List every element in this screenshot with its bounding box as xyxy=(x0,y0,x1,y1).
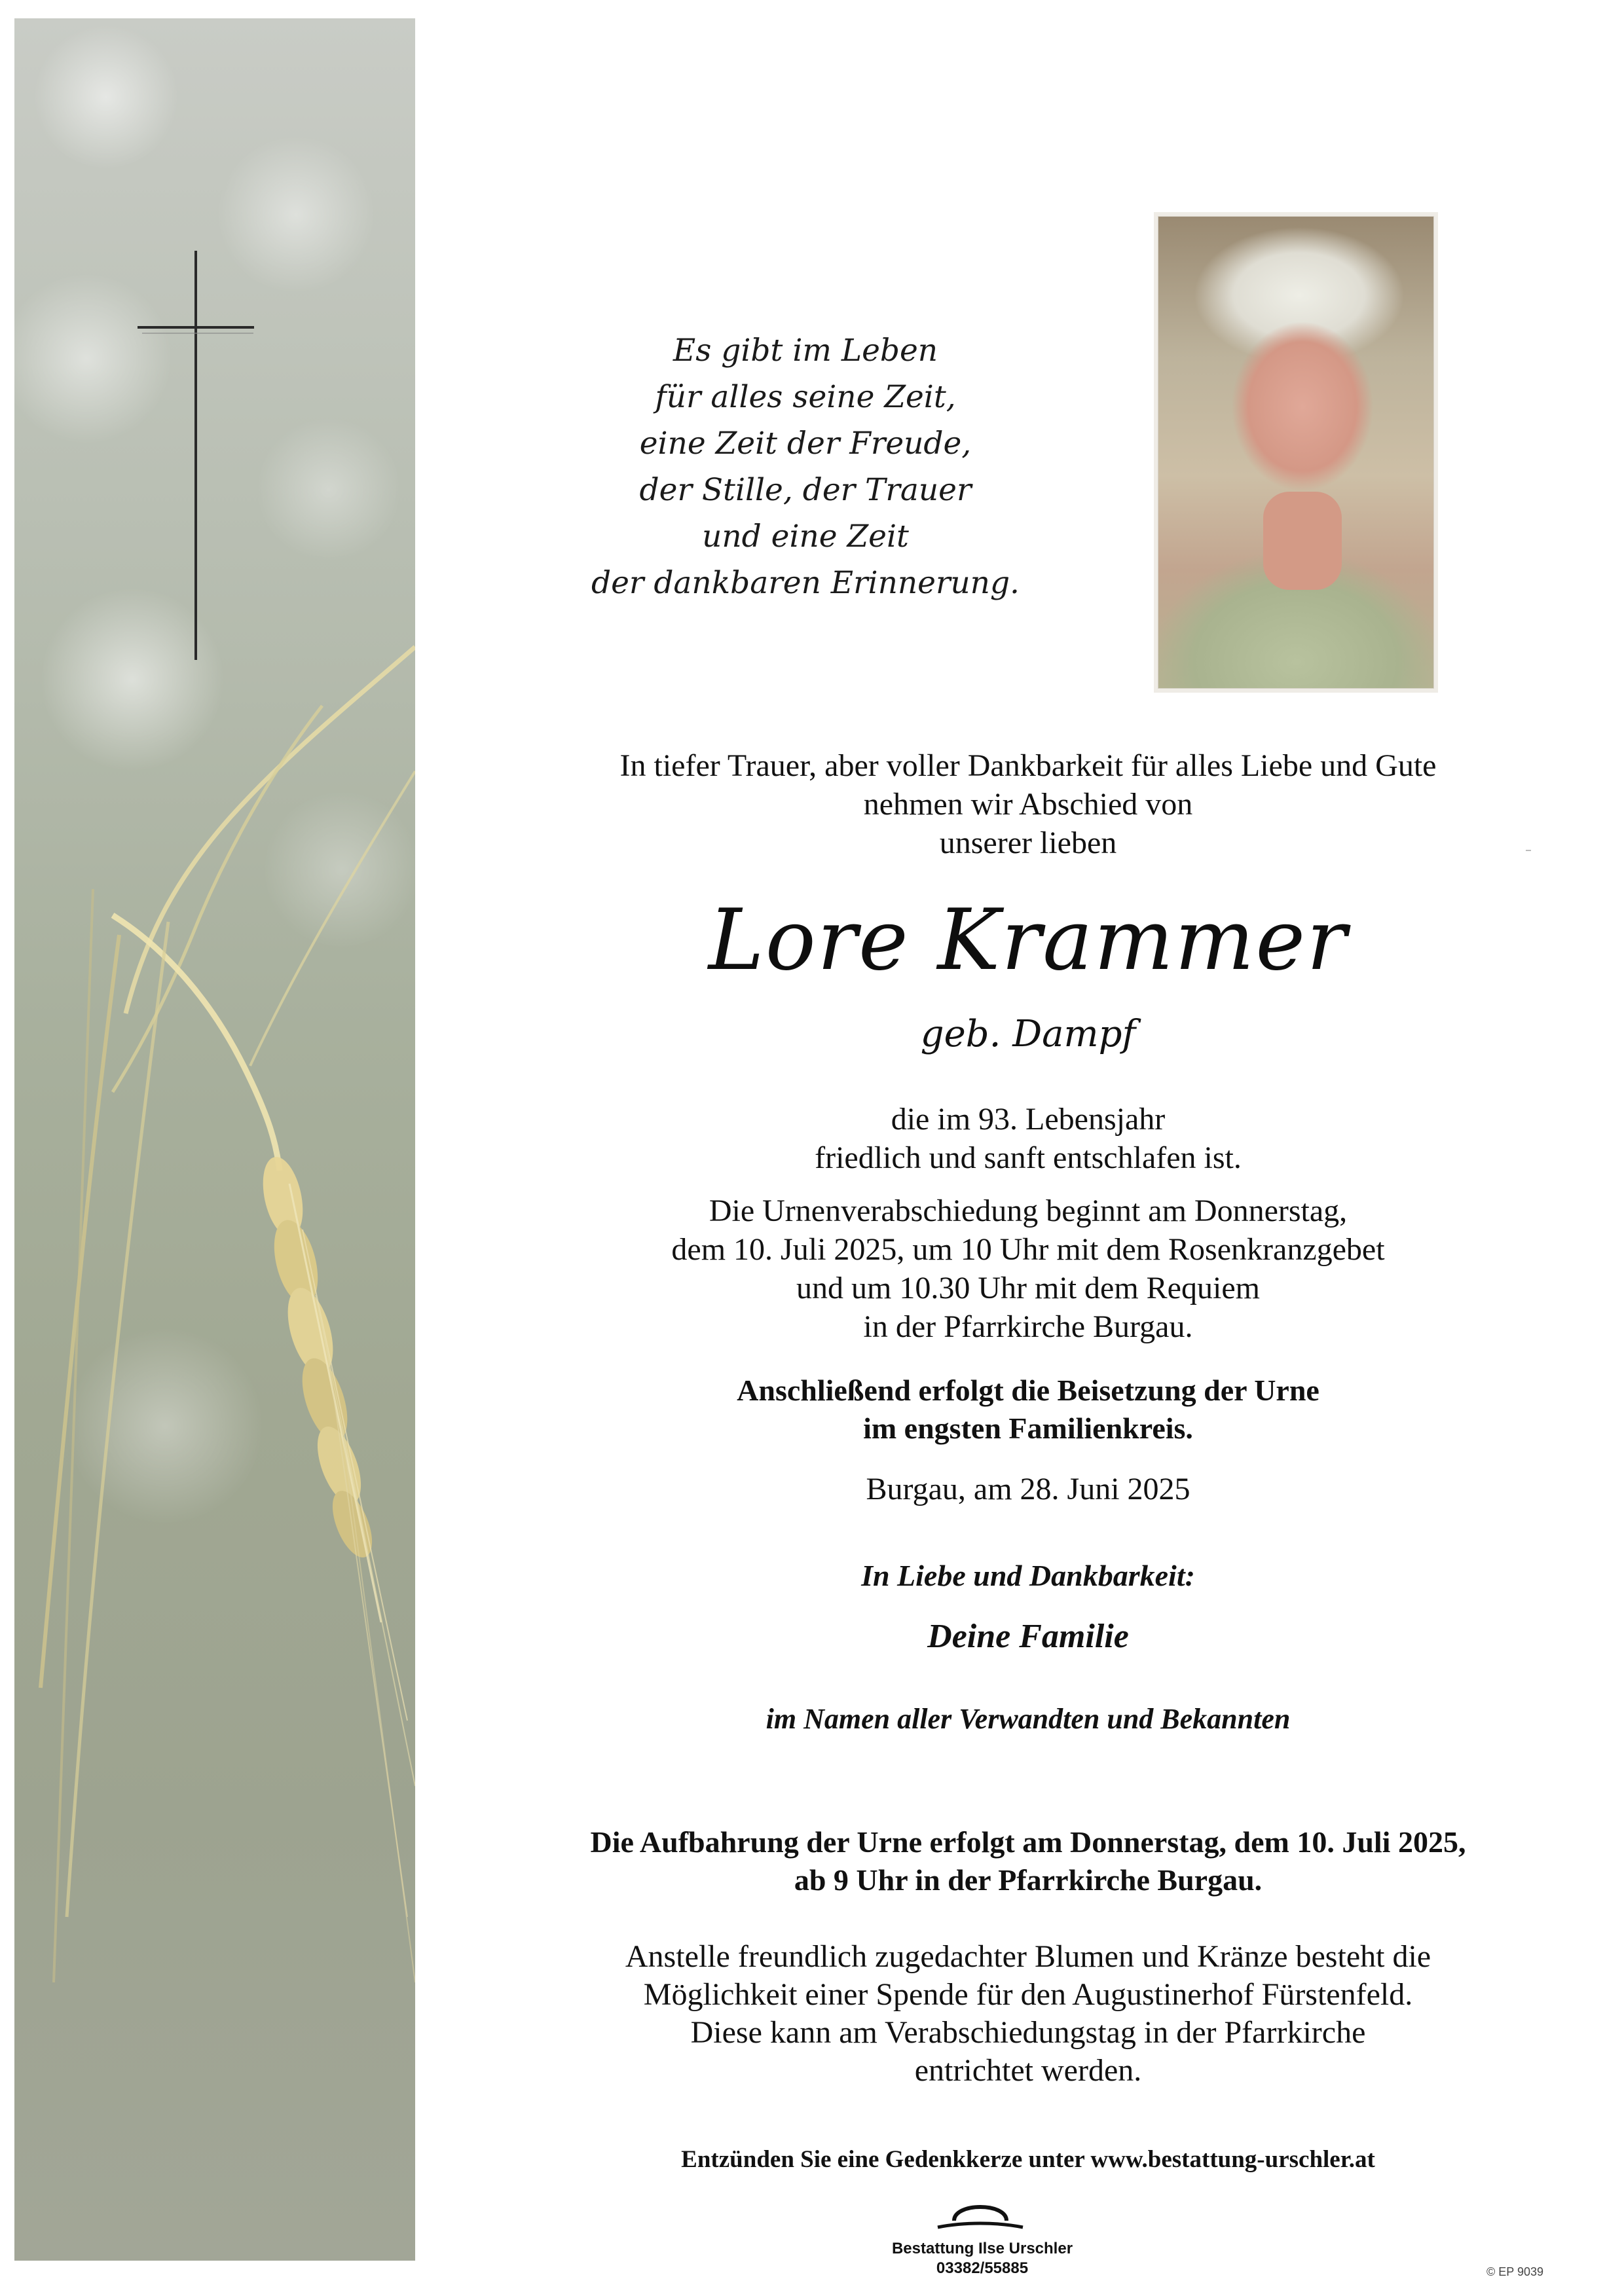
memorial-poem: Es gibt im Leben für alles seine Zeit, eine Zeit der Freude, der Stille, der Trauer und eine Zeit der dankbaren Erinnerung. xyxy=(591,333,1020,601)
scan-speck xyxy=(1526,850,1531,851)
form-code: © EP 9039 xyxy=(1486,2265,1543,2278)
birth-name: geb. Dampf xyxy=(920,1013,1136,1055)
barley-ear-illustration xyxy=(14,18,415,2261)
ceremony-text: Die Urnenverabschiedung beginnt am Donnerstag, dem 10. Juli 2025, um 10 Uhr mit dem Rosenkranzgebet und um 10.30 Uhr mit dem Requiem in der Pfarrkirche Burgau. xyxy=(671,1194,1385,1344)
memorial-candle-link-text: Entzünden Sie eine Gedenkkerze unter www.bestattung-urschler.at xyxy=(681,2146,1375,2173)
viewing-text: Die Aufbahrung der Urne erfolgt am Donnerstag, dem 10. Juli 2025, ab 9 Uhr in der Pfarrkirche Burgau. xyxy=(590,1825,1466,1897)
family-signature: Deine Familie xyxy=(927,1618,1129,1655)
funeral-home-info xyxy=(786,2239,1179,2278)
cross-icon xyxy=(138,251,254,660)
portrait-photo xyxy=(1158,216,1434,689)
age-text: die im 93. Lebensjahr friedlich und sanft entschlafen ist. xyxy=(815,1102,1242,1175)
place-date: Burgau, am 28. Juni 2025 xyxy=(866,1472,1190,1506)
closing-line: In Liebe und Dankbarkeit: xyxy=(861,1559,1195,1592)
relatives-line: im Namen aller Verwandten und Bekannten xyxy=(766,1703,1291,1735)
funeral-home-phone: 03382/55885 xyxy=(936,2259,1029,2277)
portrait-figure xyxy=(1263,492,1342,590)
funeral-home-name: Bestattung Ilse Urschler xyxy=(891,2240,1073,2257)
burial-text: Anschließend erfolgt die Beisetzung der Urne im engsten Familienkreis. xyxy=(737,1374,1320,1445)
intro-text: In tiefer Trauer, aber voller Dankbarkeit für alles Liebe und Gute nehmen wir Abschied von unserer lieben xyxy=(619,748,1437,860)
deceased-name: Lore Krammer xyxy=(708,892,1348,989)
side-panel-barley-image xyxy=(14,18,415,2261)
donation-text: Anstelle freundlich zugedachter Blumen und Kränze besteht die Möglichkeit einer Spende für den Augustinerhof Fürstenfeld. Diese kann am Verabschiedungstag in der Pfarrkirche entrichtet werden. xyxy=(625,1939,1431,2088)
funeral-home-logo xyxy=(925,2195,1036,2236)
